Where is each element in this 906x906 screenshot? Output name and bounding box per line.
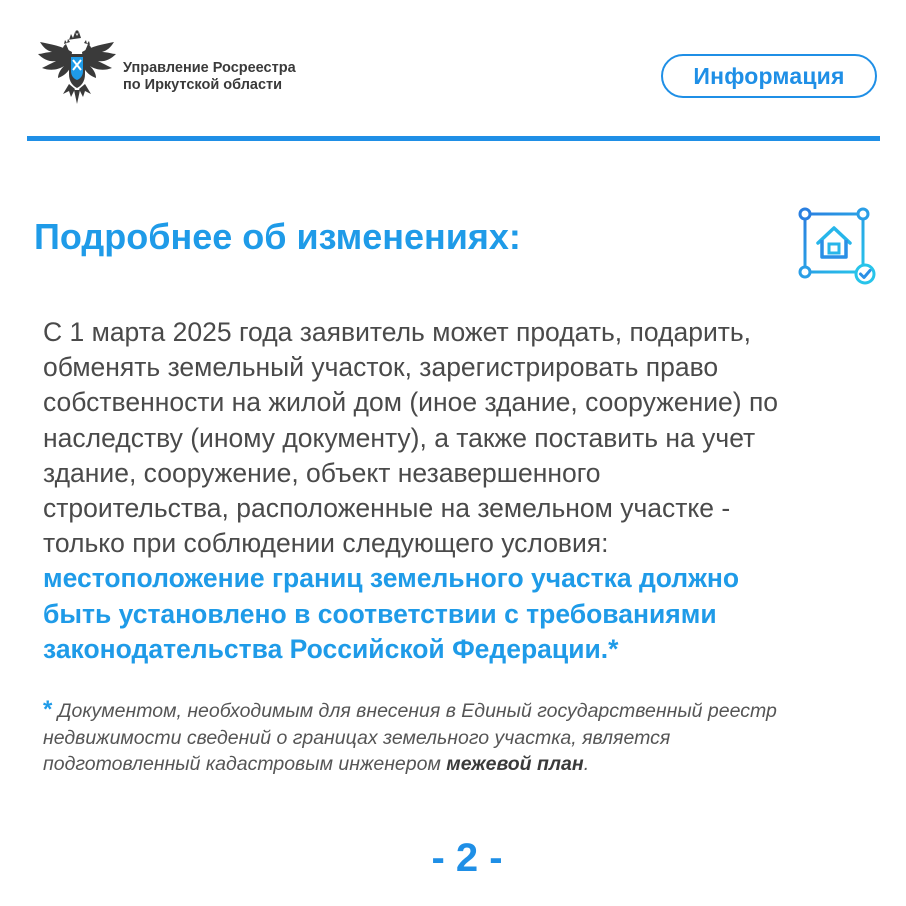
body-line: строительства, расположенные на земельном участке - [43,493,731,524]
rosreestr-emblem-icon [36,28,118,110]
footnote-text-3: подготовленный кадастровым инженером [43,753,441,775]
body-line: только при соблюдении следующего условия: [43,528,609,559]
footnote [43,697,873,778]
body-line: наследству (иному документу), а также поставить на учет [43,422,756,453]
highlight-line: быть установлено в соответствии с требованиями [43,598,717,629]
house-in-frame-check-icon [796,205,878,287]
footnote-text-1: Документом, необходимым для внесения в Единый государственный реестр [57,700,777,722]
footnote-line-1 [43,697,873,725]
footnote-line-3 [43,751,873,778]
header-divider [27,136,880,141]
footnote-bold-term: межевой план [446,753,584,775]
body-line: здание, сооружение, объект незавершенного [43,457,601,488]
page-title: Подробнее об изменениях: [34,216,521,257]
organization-name [123,60,296,94]
main-paragraph [43,315,873,667]
category-badge: Информация [661,54,877,98]
highlight-line: местоположение границ земельного участка должно [43,563,740,594]
footnote-period: . [583,753,590,775]
body-line: обменять земельный участок, зарегистрировать право [43,352,719,383]
footnote-star: * [43,696,53,723]
body-line: собственности на жилой дом (иное здание, сооружение) по [43,387,779,418]
highlight-line: законодательства Российской Федерации.* [43,633,619,664]
org-name-line-2: по Иркутской области [123,77,283,93]
page-number: - 2 - [431,836,503,880]
footnote-line-2: недвижимости сведений о границах земельного участка, является [43,726,671,749]
body-line: С 1 марта 2025 года заявитель может продать, подарить, [43,317,752,347]
org-name-line-1: Управление Росреестра [123,60,296,76]
